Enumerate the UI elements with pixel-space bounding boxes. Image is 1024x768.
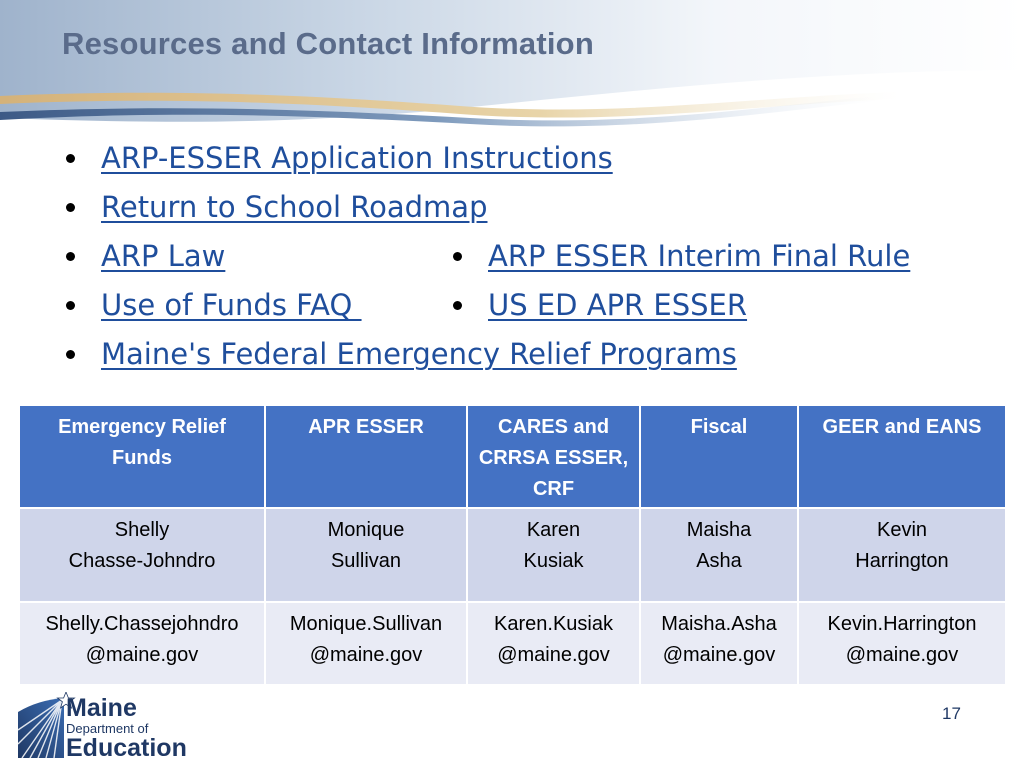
bullet-icon: [66, 154, 75, 163]
arp-esser-interim-final-rule-link[interactable]: ARP ESSER Interim Final Rule: [488, 239, 911, 273]
logo-department-text: Department of: [66, 721, 149, 736]
column-header-emergency-relief-funds: Emergency Relief Funds: [19, 405, 265, 508]
list-item: [66, 236, 225, 276]
table-row-contact-names: [19, 508, 1006, 603]
contact-name-cell: Monique Sullivan: [265, 508, 467, 603]
arp-law-link[interactable]: ARP Law: [101, 239, 226, 273]
contact-name-cell: Karen Kusiak: [467, 508, 640, 603]
us-ed-apr-esser-link[interactable]: US ED APR ESSER: [488, 288, 748, 322]
contact-email-cell: Shelly.Chassejohndro @maine.gov: [19, 602, 265, 685]
bullet-icon: [66, 203, 75, 212]
logo-text: [66, 696, 187, 761]
list-item: [66, 334, 737, 374]
page-number: 17: [942, 704, 961, 723]
contact-table: [18, 404, 1007, 686]
bullet-icon: [453, 252, 462, 261]
table-row-contact-emails: [19, 602, 1006, 685]
arp-esser-application-instructions-link[interactable]: ARP-ESSER Application Instructions: [101, 141, 613, 175]
bullet-icon: [66, 350, 75, 359]
maine-federal-emergency-relief-programs-link[interactable]: Maine's Federal Emergency Relief Programs: [101, 337, 737, 371]
slide-title: Resources and Contact Information: [62, 26, 594, 61]
logo-maine-text: Maine: [66, 694, 137, 722]
contact-email-cell: Monique.Sullivan @maine.gov: [265, 602, 467, 685]
contact-email-cell: Maisha.Asha @maine.gov: [640, 602, 798, 685]
contact-name-cell: Maisha Asha: [640, 508, 798, 603]
bullet-icon: [66, 252, 75, 261]
list-item: [66, 187, 487, 227]
return-to-school-roadmap-link[interactable]: Return to School Roadmap: [101, 190, 488, 224]
list-item: [66, 285, 362, 325]
table-header-row: [19, 405, 1006, 508]
bullet-icon: [453, 301, 462, 310]
use-of-funds-faq-link[interactable]: Use of Funds FAQ: [101, 288, 362, 322]
list-item: [453, 236, 910, 276]
logo-education-text: Education: [66, 734, 187, 762]
contact-name-cell: Shelly Chasse-Johndro: [19, 508, 265, 603]
contact-email-cell: Karen.Kusiak @maine.gov: [467, 602, 640, 685]
list-item: [453, 285, 747, 325]
bullet-icon: [66, 301, 75, 310]
contact-email-cell: Kevin.Harrington @maine.gov: [798, 602, 1006, 685]
column-header-geer-and-eans: GEER and EANS: [798, 405, 1006, 508]
column-header-apr-esser: APR ESSER: [265, 405, 467, 508]
contact-name-cell: Kevin Harrington: [798, 508, 1006, 603]
column-header-fiscal: Fiscal: [640, 405, 798, 508]
column-header-cares-crrsa-esser-crf: CARES and CRRSA ESSER, CRF: [467, 405, 640, 508]
list-item: [66, 138, 613, 178]
